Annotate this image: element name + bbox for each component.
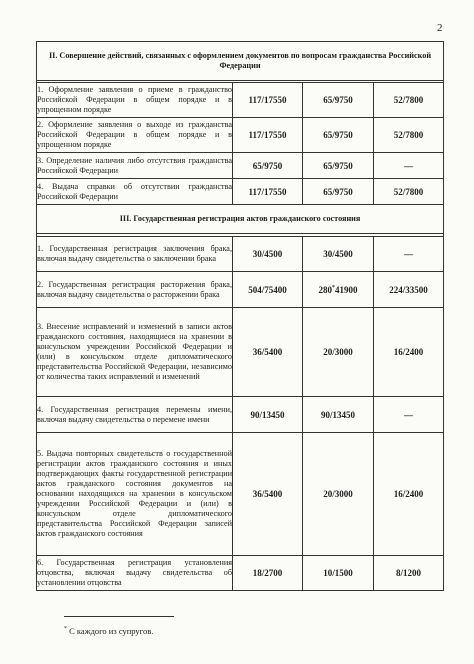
table-row — [37, 556, 444, 591]
table-row — [37, 153, 444, 179]
fee-value: 36/5400 — [233, 433, 303, 556]
fee-value-part: 280 — [318, 284, 332, 295]
fee-value: 117/17550 — [233, 83, 303, 118]
section-header-row — [37, 42, 444, 81]
fee-value: 65/9750 — [233, 153, 303, 179]
footnote-divider — [64, 616, 174, 617]
service-description: 5. Выдача повторных свидетельств о государственной регистрации актов гражданского состояния и иных подтверждающих факты государственной регистрации актов гражданского состояния документов на основании находящихся на хранении в консульском учреждении Российской Федерации и (или) в консульском отделе дипломатического представительства Российской Федерации записей актов гражданского состояния — [37, 433, 233, 556]
fee-value-with-footnote — [303, 272, 374, 308]
service-description: 1. Оформление заявления о приеме в гражданство Российской Федерации в общем порядке и в упрощенном порядке — [37, 83, 233, 118]
table-row — [37, 118, 444, 153]
footnote-mark: * — [64, 626, 67, 633]
fee-value: 16/2400 — [374, 308, 444, 397]
service-description: 4. Выдача справки об отсутствии гражданства Российской Федерации — [37, 179, 233, 205]
service-description: 1. Государственная регистрация заключения брака, включая выдачу свидетельства о заключении брака — [37, 237, 233, 272]
table-row — [37, 308, 444, 397]
section-title: III. Государственная регистрация актов гражданского состояния — [37, 205, 444, 234]
service-description: 6. Государственная регистрация установления отцовства, включая выдачу свидетельства об установлении отцовства — [37, 556, 233, 591]
footnote-text: С каждого из супругов. — [67, 626, 154, 636]
footnote-mark: * — [332, 284, 335, 291]
table-row — [37, 237, 444, 272]
table-row — [37, 272, 444, 308]
fee-value: 65/9750 — [303, 118, 374, 153]
fee-value: 8/1200 — [374, 556, 444, 591]
fee-value: 52/7800 — [374, 83, 444, 118]
service-description: 2. Государственная регистрация расторжения брака, включая выдачу свидетельства о расторжении брака — [37, 272, 233, 308]
section-header-row — [37, 205, 444, 234]
fee-value: 65/9750 — [303, 83, 374, 118]
service-description: 2. Оформление заявления о выходе из гражданства Российской Федерации в общем порядке и в упрощенном порядке — [37, 118, 233, 153]
fee-value: 90/13450 — [233, 397, 303, 433]
page-number: 2 — [437, 22, 443, 34]
fees-table — [36, 41, 444, 591]
fee-value: 90/13450 — [303, 397, 374, 433]
fee-value: 18/2700 — [233, 556, 303, 591]
fee-value: 20/3000 — [303, 433, 374, 556]
fee-value: 65/9750 — [303, 153, 374, 179]
fee-value: 117/17550 — [233, 118, 303, 153]
fee-value: — — [374, 237, 444, 272]
fee-value: 16/2400 — [374, 433, 444, 556]
fee-value: 20/3000 — [303, 308, 374, 397]
fee-value: 65/9750 — [303, 179, 374, 205]
fee-value: 10/1500 — [303, 556, 374, 591]
fee-value: 30/4500 — [233, 237, 303, 272]
service-description: 4. Государственная регистрация перемены имени, включая выдачу свидетельства о перемене имени — [37, 397, 233, 433]
fee-value: 224/33500 — [374, 272, 444, 308]
fee-value: — — [374, 397, 444, 433]
fee-value: 30/4500 — [303, 237, 374, 272]
fee-value: — — [374, 153, 444, 179]
table-row — [37, 179, 444, 205]
fee-value: 117/17550 — [233, 179, 303, 205]
fee-value: 504/75400 — [233, 272, 303, 308]
footnote — [64, 626, 153, 636]
table-row — [37, 83, 444, 118]
fee-value: 52/7800 — [374, 118, 444, 153]
fee-value-part: 41900 — [335, 284, 358, 295]
service-description: 3. Внесение исправлений и изменений в записи актов гражданского состояния, находящиеся на хранении в консульском учреждении Российской Федерации и (или) в консульском отделе дипломатического представительства Российской Федерации, независимо от количества таких исправлений и изменений — [37, 308, 233, 397]
table-row — [37, 397, 444, 433]
service-description: 3. Определение наличия либо отсутствия гражданства Российской Федерации — [37, 153, 233, 179]
fee-value: 36/5400 — [233, 308, 303, 397]
section-title: II. Совершение действий, связанных с оформлением документов по вопросам гражданства Российской Федерации — [37, 42, 444, 81]
table-row — [37, 433, 444, 556]
fee-value: 52/7800 — [374, 179, 444, 205]
